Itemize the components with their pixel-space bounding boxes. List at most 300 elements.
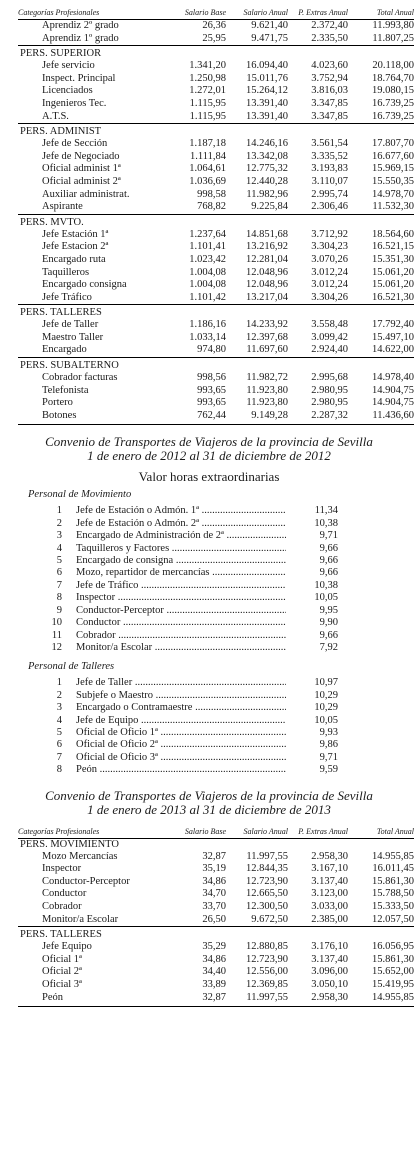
item-label: Jefe de Estación o Admón. 1ª ..... — [76, 505, 286, 517]
total-cell: 14.978,40 — [372, 372, 414, 384]
item-value: 9,71 — [319, 751, 338, 763]
group-header-row — [18, 46, 414, 61]
list-section-label: Personal de Talleres — [28, 661, 115, 673]
total-cell: 14.904,75 — [372, 397, 414, 409]
salario-base-cell: 1.064,61 — [189, 163, 226, 175]
salario-anual-cell: 11.997,55 — [226, 992, 288, 1007]
salario-anual-cell: 15.264,12 — [246, 85, 288, 97]
pextras-cell: 2.995,74 — [311, 188, 348, 200]
item-label: Jefe de Tráfico ..... — [76, 580, 286, 592]
item-label: Conductor ..... — [76, 617, 286, 629]
table-row — [18, 151, 414, 164]
category-cell: Oficial administ 2ª — [42, 175, 121, 187]
pextras-cell: 3.099,42 — [311, 331, 348, 343]
salario-base-cell: 1.250,98 — [189, 72, 226, 84]
table-header-row — [18, 827, 414, 839]
pextras-cell: 3.304,23 — [311, 241, 348, 253]
table-row — [18, 914, 414, 927]
list-item — [0, 727, 418, 739]
total-cell: 17.792,40 — [372, 319, 414, 331]
salario-base-cell: 993,65 — [197, 397, 226, 409]
total-cell: 19.080,15 — [372, 85, 414, 97]
salario-anual-cell: 12.300,50 — [246, 900, 288, 912]
pextras-cell: 3.816,03 — [311, 85, 348, 97]
total-cell: 15.333,50 — [372, 900, 414, 912]
salario-base-cell: 1.341,20 — [189, 60, 226, 72]
table-row — [18, 372, 414, 385]
pextras-cell: 3.123,00 — [311, 888, 348, 900]
table-row — [18, 254, 414, 267]
salario-base-cell: 35,19 — [202, 863, 226, 875]
pextras-cell: 2.995,68 — [311, 372, 348, 384]
salario-base-cell: 1.111,84 — [190, 150, 226, 162]
table-row — [18, 941, 414, 954]
salario-base-cell: 1.115,95 — [189, 97, 226, 109]
header-categorias: Categorías Profesionales — [18, 8, 100, 17]
item-value: 9,66 — [319, 542, 338, 554]
convenio-title-2012: Convenio de Transportes de Viajeros de la provincia de Sevilla — [45, 434, 373, 450]
pextras-cell: 3.110,07 — [311, 175, 348, 187]
group-name: PERS. TALLERES — [18, 927, 414, 942]
salario-base-cell: 25,95 — [202, 32, 226, 44]
item-number: 3 — [56, 530, 62, 542]
item-value: 11,34 — [314, 505, 338, 517]
total-cell: 15.861,30 — [372, 953, 414, 965]
salario-base-cell: 1.036,69 — [189, 175, 226, 187]
item-value: 10,97 — [314, 677, 338, 689]
pextras-cell: 2.958,30 — [288, 992, 348, 1007]
salario-anual-cell: 13.342,08 — [246, 150, 288, 162]
item-value: 7,92 — [319, 641, 338, 653]
pextras-cell: 2.958,30 — [311, 850, 348, 862]
category-cell: Aprendiz 1º grado — [42, 32, 119, 44]
pextras-cell: 2.924,40 — [311, 344, 348, 356]
pextras-cell: 3.752,94 — [311, 72, 348, 84]
item-value: 10,38 — [314, 579, 338, 591]
total-cell: 16.011,45 — [372, 863, 414, 875]
salario-anual-cell: 13.217,04 — [246, 291, 288, 303]
item-number: 11 — [51, 629, 62, 641]
total-cell: 15.861,30 — [372, 875, 414, 887]
header-pextras-anual: P. Extras Anual — [298, 8, 348, 17]
salario-anual-cell: 9.471,75 — [251, 32, 288, 44]
item-label: Oficial de Oficio 3ª ..... — [76, 752, 286, 764]
category-cell: Inspect. Principal — [42, 72, 116, 84]
total-cell: 15.061,20 — [372, 266, 414, 278]
salario-anual-cell: 11.982,96 — [246, 188, 288, 200]
item-number: 4 — [56, 542, 62, 554]
item-number: 4 — [56, 714, 62, 726]
pextras-cell: 2.306,46 — [311, 201, 348, 213]
group-name: PERS. MOVIMIENTO — [20, 838, 119, 850]
group-header-row — [18, 305, 414, 320]
salario-base-cell: 34,86 — [202, 875, 226, 887]
salario-base-cell: 1.186,16 — [189, 319, 226, 331]
salario-anual-cell: 12.048,96 — [246, 279, 288, 291]
pextras-cell: 3.096,00 — [311, 966, 348, 978]
pextras-cell: 3.176,10 — [311, 941, 348, 953]
category-cell: Botones — [18, 410, 172, 425]
list-section-label: Personal de Movimiento — [28, 489, 132, 501]
total-cell: 14.955,85 — [372, 850, 414, 862]
category-cell: Aprendiz 2º grado — [42, 20, 119, 31]
pextras-cell: 3.304,26 — [311, 291, 348, 303]
salario-anual-cell: 11.697,60 — [246, 344, 288, 356]
group-name: PERS. TALLERES — [18, 305, 414, 320]
category-cell: Encargado — [42, 344, 87, 356]
list-item — [0, 752, 418, 764]
table-row — [18, 397, 414, 410]
salario-base-cell: 1.237,64 — [189, 228, 226, 240]
item-value: 10,29 — [314, 702, 338, 714]
salario-base-cell: 34,40 — [202, 966, 226, 978]
item-label: Subjefe o Maestro ..... — [76, 690, 286, 702]
salario-base-cell: 1.101,42 — [189, 291, 226, 303]
category-cell: Cobrador — [42, 900, 82, 912]
total-cell: 18.564,60 — [372, 228, 414, 240]
pextras-cell: 3.193,83 — [311, 163, 348, 175]
salario-base-cell: 998,58 — [197, 188, 226, 200]
category-cell: Conductor-Perceptor — [42, 875, 130, 887]
item-number: 6 — [56, 739, 62, 751]
salario-anual-cell: 12.880,85 — [246, 941, 288, 953]
salario-anual-cell: 9.672,50 — [251, 913, 288, 925]
item-number: 7 — [56, 751, 62, 763]
category-cell: Peón — [18, 992, 172, 1007]
item-number: 3 — [56, 702, 62, 714]
table-row — [18, 163, 414, 176]
item-value: 10,05 — [314, 592, 338, 604]
total-cell: 17.807,70 — [372, 138, 414, 150]
salario-anual-cell: 11.923,80 — [246, 384, 288, 396]
item-value: 9,90 — [319, 617, 338, 629]
item-label: Encargado o Contramaestre ..... — [76, 702, 286, 714]
salary-table-2013 — [18, 827, 414, 1008]
salario-anual-cell: 12.665,50 — [246, 888, 288, 900]
item-label: Encargado de consigna ..... — [76, 555, 286, 567]
salario-anual-cell: 14.246,16 — [246, 138, 288, 150]
category-cell: Monitor/a Escolar — [42, 913, 119, 925]
item-value: 9,93 — [319, 726, 338, 738]
item-label: Mozo, repartidor de mercancías ..... — [76, 567, 286, 579]
pextras-cell: 2.372,40 — [311, 20, 348, 31]
category-cell: Jefe servicio — [42, 60, 95, 72]
category-cell: Jefe de Sección — [42, 138, 108, 150]
table-row — [18, 863, 414, 876]
pextras-cell: 3.167,10 — [311, 863, 348, 875]
category-cell: Jefe Estación 1ª — [42, 228, 109, 240]
salario-anual-cell: 12.397,68 — [246, 331, 288, 343]
item-label: Jefe de Estación o Admón. 2ª ..... — [76, 518, 286, 530]
pextras-cell: 3.050,10 — [311, 978, 348, 990]
salario-anual-cell: 12.440,28 — [246, 175, 288, 187]
salario-base-cell: 1.004,08 — [189, 266, 226, 278]
salario-anual-cell: 9.621,40 — [251, 20, 288, 31]
category-cell: Ingenieros Tec. — [42, 97, 107, 109]
item-value: 9,71 — [319, 530, 338, 542]
group-header-row — [18, 358, 414, 373]
salario-base-cell: 32,87 — [202, 850, 226, 862]
table2-body — [18, 838, 414, 1007]
pextras-cell: 2.335,50 — [311, 32, 348, 44]
salario-base-cell: 768,82 — [197, 201, 226, 213]
table-row — [18, 60, 414, 73]
item-number: 1 — [56, 505, 62, 517]
salario-base-cell: 33,89 — [202, 978, 226, 990]
category-cell: Maestro Taller — [42, 331, 104, 343]
list-item — [0, 605, 418, 617]
item-number: 12 — [51, 641, 62, 653]
table-row — [18, 138, 414, 151]
table-row — [18, 292, 414, 305]
total-cell: 15.652,00 — [372, 966, 414, 978]
table-row — [18, 344, 414, 357]
salario-base-cell: 33,70 — [202, 900, 226, 912]
header-pextras-anual: P. Extras Anual — [298, 826, 348, 836]
pextras-cell: 3.347,85 — [311, 110, 348, 122]
group-name: PERS. MVTO. — [18, 214, 414, 229]
extra-hours-lists — [0, 488, 418, 780]
table-row — [18, 73, 414, 86]
salario-base-cell: 993,65 — [197, 384, 226, 396]
header-salario-base: Salario Base — [184, 826, 226, 836]
item-value: 9,59 — [319, 764, 338, 776]
total-cell: 12.057,50 — [372, 913, 414, 925]
salario-base-cell: 1.115,95 — [189, 110, 226, 122]
pextras-cell: 3.347,85 — [311, 97, 348, 109]
salario-base-cell: 1.272,01 — [189, 85, 226, 97]
item-number: 7 — [56, 579, 62, 591]
table-row — [18, 319, 414, 332]
list-item — [0, 592, 418, 604]
item-number: 1 — [56, 677, 62, 689]
category-cell: Jefe de Negociado — [42, 150, 120, 162]
total-cell: 14.955,85 — [348, 992, 414, 1007]
total-cell: 15.969,15 — [372, 163, 414, 175]
table-row — [18, 851, 414, 864]
pextras-cell: 2.287,32 — [288, 410, 348, 425]
category-cell: Jefe de Taller — [42, 319, 99, 331]
salario-base-cell: 34,70 — [202, 888, 226, 900]
group-header-row — [18, 927, 414, 942]
convenio-period-2013: 1 de enero de 2013 al 31 de diciembre de 2013 — [87, 801, 331, 817]
salario-anual-cell: 15.011,76 — [246, 72, 288, 84]
list-item — [0, 580, 418, 592]
group-header-row — [18, 124, 414, 139]
category-cell: Telefonista — [42, 384, 89, 396]
category-cell: A.T.S. — [42, 110, 69, 122]
salario-anual-cell: 9.149,28 — [226, 410, 288, 425]
item-number: 5 — [56, 726, 62, 738]
salario-base-cell: 26,36 — [202, 20, 226, 31]
salario-anual-cell: 11.923,80 — [246, 397, 288, 409]
item-value: 10,29 — [314, 689, 338, 701]
table-row — [18, 966, 414, 979]
list-item — [0, 764, 418, 776]
table-row — [18, 332, 414, 345]
item-label: Cobrador ..... — [76, 630, 286, 642]
category-cell: Conductor — [42, 888, 87, 900]
item-label: Oficial de Oficio 2ª ..... — [76, 739, 286, 751]
table-row — [18, 201, 414, 214]
salario-base-cell: 1.004,08 — [189, 279, 226, 291]
item-number: 9 — [56, 604, 62, 616]
pextras-cell: 3.335,52 — [311, 150, 348, 162]
list-item — [0, 617, 418, 629]
header-categorias: Categorías Profesionales — [18, 826, 100, 836]
table-header-row — [18, 8, 414, 20]
total-cell: 18.764,70 — [372, 72, 414, 84]
pextras-cell: 3.558,48 — [311, 319, 348, 331]
salario-base-cell: 974,80 — [197, 344, 226, 356]
item-label: Oficial de Oficio 1ª ..... — [76, 727, 286, 739]
category-cell: Auxiliar administrat. — [42, 188, 130, 200]
table-row — [18, 85, 414, 98]
item-number: 6 — [56, 567, 62, 579]
item-label: Taquilleros y Factores ..... — [76, 543, 286, 555]
table-row — [18, 229, 414, 242]
total-cell: 16.521,30 — [372, 291, 414, 303]
total-cell: 11.993,80 — [372, 20, 414, 31]
salario-base-cell: 1.023,42 — [189, 253, 226, 265]
total-cell: 15.788,50 — [372, 888, 414, 900]
salario-base-cell: 762,44 — [172, 410, 226, 425]
salario-base-cell: 34,86 — [202, 953, 226, 965]
pextras-cell: 3.137,40 — [311, 875, 348, 887]
list-item — [0, 702, 418, 714]
category-cell: Portero — [42, 397, 73, 409]
table-row — [18, 385, 414, 398]
list-item — [0, 690, 418, 702]
header-salario-anual: Salario Anual — [243, 826, 288, 836]
total-cell: 15.497,10 — [372, 331, 414, 343]
salario-anual-cell: 12.281,04 — [246, 253, 288, 265]
item-value: 9,66 — [319, 567, 338, 579]
pextras-cell: 2.980,95 — [311, 397, 348, 409]
category-cell: Aspirante — [42, 201, 83, 213]
table-row — [18, 176, 414, 189]
table-row — [18, 410, 414, 425]
total-cell: 11.532,30 — [372, 201, 414, 213]
category-cell: Mozo Mercancías — [42, 850, 118, 862]
salario-base-cell: 998,56 — [197, 372, 226, 384]
item-number: 8 — [56, 764, 62, 776]
table-row — [18, 241, 414, 254]
category-cell: Taquilleros — [42, 266, 90, 278]
item-number: 8 — [56, 592, 62, 604]
salario-anual-cell: 12.723,90 — [246, 875, 288, 887]
category-cell: Jefe Tráfico — [42, 291, 92, 303]
header-total-anual: Total Anual — [376, 826, 414, 836]
salario-anual-cell: 12.723,90 — [246, 953, 288, 965]
item-label: Conductor-Perceptor ..... — [76, 605, 286, 617]
table-row — [18, 888, 414, 901]
pextras-cell: 3.070,26 — [311, 253, 348, 265]
table-row — [18, 979, 414, 992]
item-value: 9,66 — [319, 555, 338, 567]
salario-anual-cell: 11.997,55 — [246, 850, 288, 862]
header-salario-anual: Salario Anual — [243, 8, 288, 17]
category-cell: Cobrador facturas — [42, 372, 118, 384]
table-row — [18, 279, 414, 292]
total-cell: 14.904,75 — [372, 384, 414, 396]
salario-anual-cell: 9.225,84 — [251, 201, 288, 213]
total-cell: 15.550,35 — [372, 175, 414, 187]
total-cell: 16.739,25 — [372, 110, 414, 122]
category-cell: Oficial 2ª — [42, 966, 82, 978]
category-cell: Jefe Equipo — [42, 941, 92, 953]
item-label: Jefe de Equipo ..... — [76, 715, 286, 727]
table-row — [18, 98, 414, 111]
salario-anual-cell: 14.851,68 — [246, 228, 288, 240]
list-item — [0, 543, 418, 555]
table-row — [18, 20, 414, 33]
item-number: 10 — [51, 617, 62, 629]
salario-anual-cell: 12.369,85 — [246, 978, 288, 990]
list-item — [0, 677, 418, 689]
total-cell: 15.061,20 — [372, 279, 414, 291]
table1-body — [18, 20, 414, 425]
category-cell: Encargado consigna — [42, 279, 127, 291]
convenio-period-2012: 1 de enero de 2012 al 31 de diciembre de 2012 — [87, 448, 331, 464]
group-header-row — [18, 214, 414, 229]
total-cell: 16.739,25 — [372, 97, 414, 109]
group-name: PERS. ADMINIST — [18, 124, 414, 139]
total-cell: 15.351,30 — [372, 253, 414, 265]
item-value: 10,05 — [314, 714, 338, 726]
pextras-cell: 4.023,60 — [311, 60, 348, 72]
salario-anual-cell: 13.391,40 — [246, 97, 288, 109]
salario-anual-cell: 16.094,40 — [246, 60, 288, 72]
list-item — [0, 739, 418, 751]
item-label: Peón ..... — [76, 764, 286, 776]
group-name: PERS. SUBALTERNO — [18, 358, 414, 373]
category-cell: Oficial 1ª — [42, 953, 82, 965]
pextras-cell: 3.561,54 — [311, 138, 348, 150]
salario-base-cell: 26,50 — [202, 913, 226, 925]
salario-base-cell: 32,87 — [172, 992, 226, 1007]
total-cell: 11.807,25 — [372, 32, 414, 44]
pextras-cell: 3.012,24 — [311, 279, 348, 291]
item-label: Monitor/a Escolar ..... — [76, 642, 286, 654]
list-item — [0, 505, 418, 517]
table-row — [18, 267, 414, 280]
category-cell: Encargado ruta — [42, 253, 106, 265]
list-item — [0, 715, 418, 727]
salario-anual-cell: 12.556,00 — [246, 966, 288, 978]
item-number: 2 — [56, 689, 62, 701]
pextras-cell: 2.385,00 — [311, 913, 348, 925]
total-cell: 16.521,15 — [372, 241, 414, 253]
total-cell: 14.978,70 — [372, 188, 414, 200]
table-row — [18, 189, 414, 202]
salario-anual-cell: 11.982,72 — [246, 372, 288, 384]
group-header-row — [18, 838, 414, 851]
salario-anual-cell: 13.391,40 — [246, 110, 288, 122]
pextras-cell: 3.012,24 — [311, 266, 348, 278]
item-label: Inspector ..... — [76, 592, 286, 604]
pextras-cell: 3.712,92 — [311, 228, 348, 240]
pextras-cell: 3.137,40 — [311, 953, 348, 965]
list-item — [0, 518, 418, 530]
category-cell: Inspector — [42, 863, 82, 875]
list-item — [0, 530, 418, 542]
salario-base-cell: 35,29 — [202, 941, 226, 953]
header-total-anual: Total Anual — [376, 8, 414, 17]
total-cell: 14.622,00 — [372, 344, 414, 356]
table-row — [18, 111, 414, 124]
total-cell: 16.677,60 — [372, 150, 414, 162]
